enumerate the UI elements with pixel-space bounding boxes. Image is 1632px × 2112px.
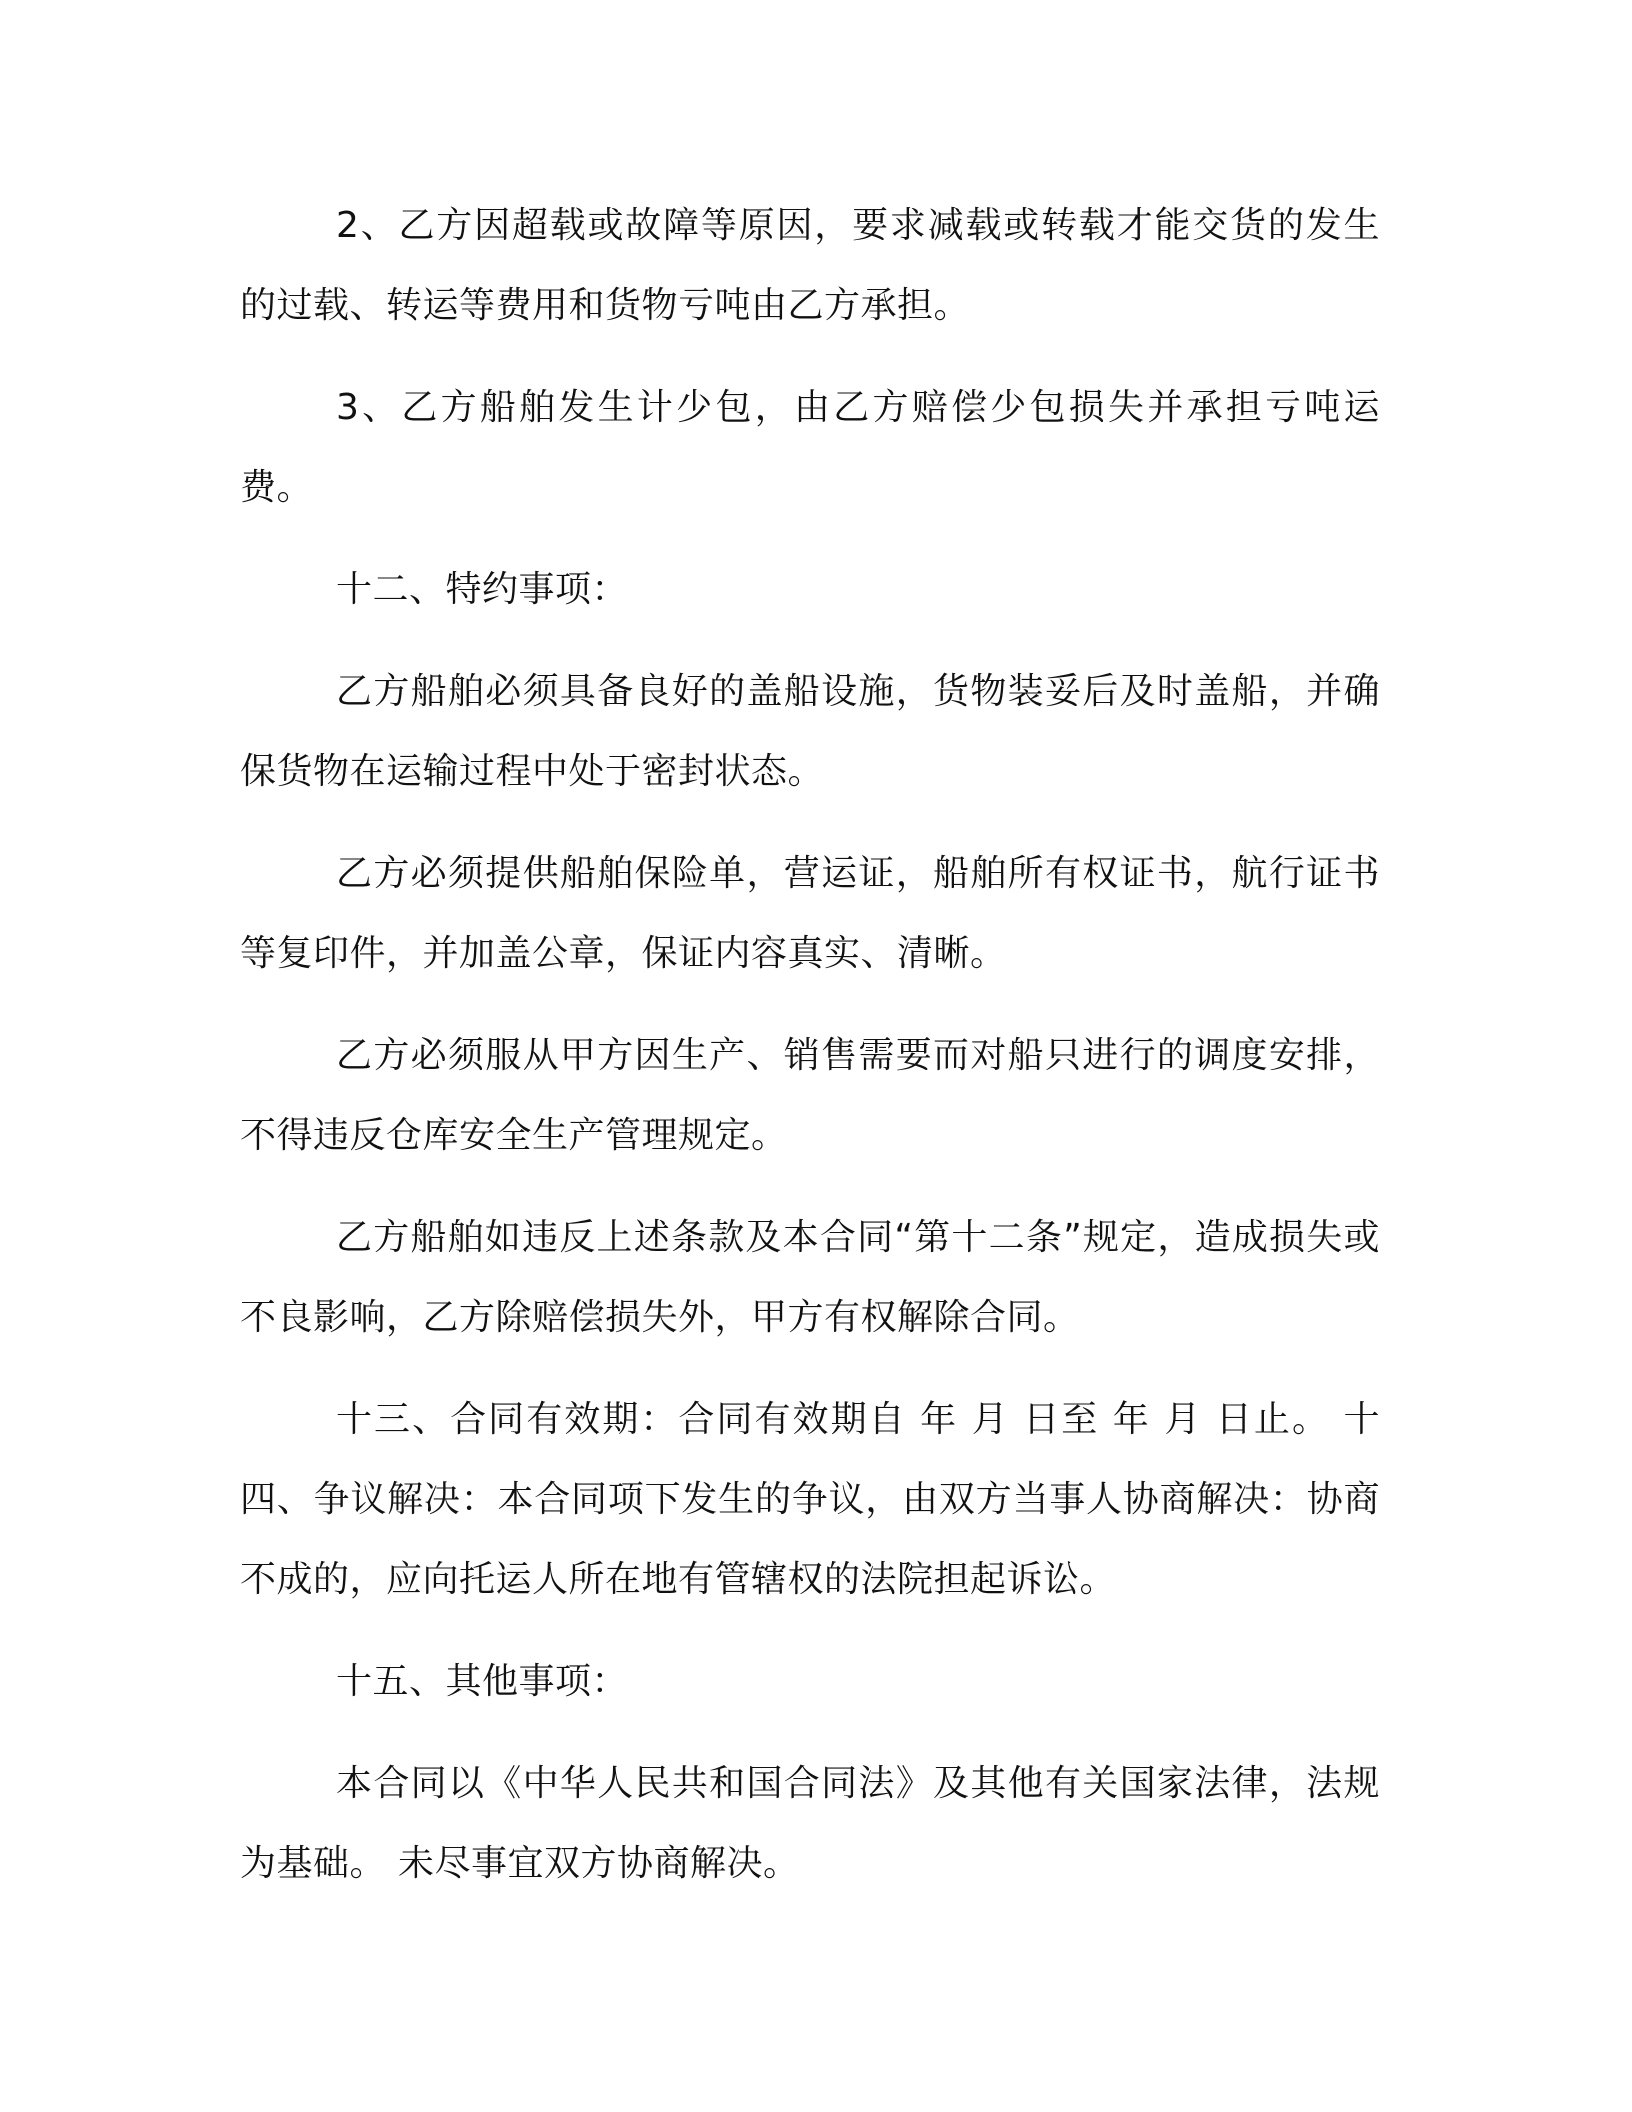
heading-clause-15: 十五、其他事项： — [336, 1661, 629, 1702]
heading-clause-12: 十二、特约事项： — [336, 569, 629, 610]
paragraph-clause-15-basis: 本合同以《中华人民共和国合同法》及其他有关国家法律，法规为基础。 未尽事宜双方协商解决。 — [240, 1763, 1380, 1884]
paragraph-clause-11-3: 3、乙方船舶发生计少包，由乙方赔偿少包损失并承担亏吨运费。 — [240, 387, 1380, 508]
document-body — [240, 186, 1380, 1926]
paragraph-clause-12-violation: 乙方船舶如违反上述条款及本合同“第十二条”规定，造成损失或不良影响，乙方除赔偿损失外，甲方有权解除合同。 — [240, 1217, 1380, 1338]
paragraph-clause-12-covering: 乙方船舶必须具备良好的盖船设施，货物装妥后及时盖船，并确保货物在运输过程中处于密封状态。 — [240, 671, 1380, 792]
paragraph-clause-12-dispatch: 乙方必须服从甲方因生产、销售需要而对船只进行的调度安排，不得违反仓库安全生产管理规定。 — [240, 1035, 1380, 1156]
paragraph-clause-12-documents: 乙方必须提供船舶保险单，营运证，船舶所有权证书，航行证书等复印件，并加盖公章，保证内容真实、清晰。 — [240, 853, 1380, 974]
paragraph-clause-13-14: 十三、合同有效期：合同有效期自 年 月 日至 年 月 日止。 十四、争议解决：本合同项下发生的争议，由双方当事人协商解决：协商不成的，应向托运人所在地有管辖权的法院担起诉讼。 — [240, 1399, 1380, 1600]
paragraph-clause-11-2: 2、乙方因超载或故障等原因，要求减载或转载才能交货的发生的过载、转运等费用和货物亏吨由乙方承担。 — [240, 205, 1380, 326]
